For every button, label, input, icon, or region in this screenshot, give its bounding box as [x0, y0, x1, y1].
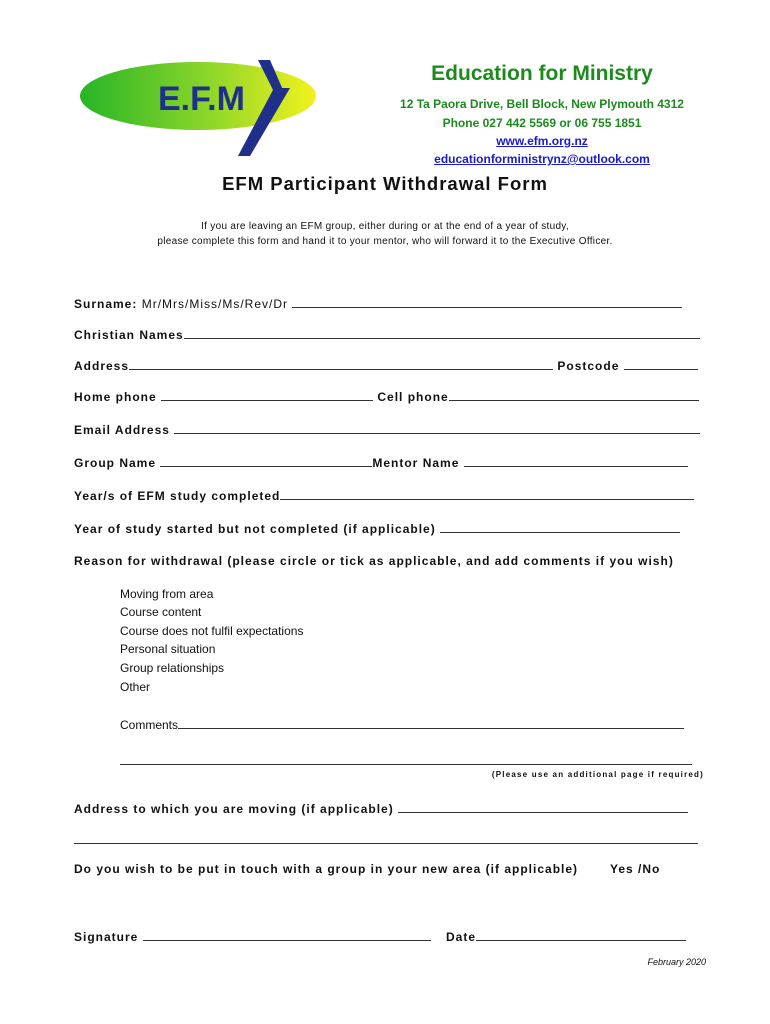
org-website-row: [372, 134, 712, 148]
intro-line-2: please complete this form and hand it to your mentor, who will forward it to the Executive Officer.: [157, 236, 613, 247]
date-label: Date: [446, 930, 477, 944]
logo-text: E.F.M: [158, 80, 245, 118]
year-not-completed-row: [74, 521, 680, 536]
date-line[interactable]: [476, 929, 686, 941]
org-phone: Phone 027 442 5569 or 06 755 1851: [442, 116, 642, 130]
moving-address-row: [74, 801, 688, 816]
surname-line[interactable]: [292, 296, 682, 308]
cell-phone-line[interactable]: [449, 389, 699, 401]
org-email-row: [372, 152, 712, 166]
signature-line[interactable]: [143, 929, 431, 941]
additional-page-note: (Please use an additional page if required): [491, 770, 704, 779]
christian-names-line[interactable]: [184, 327, 700, 339]
reason-option[interactable]: Other: [120, 680, 151, 694]
home-phone-label: Home phone: [74, 390, 157, 404]
year-not-completed-label: Year of study started but not completed (if applicable): [74, 522, 436, 536]
comments-line-1[interactable]: [178, 717, 684, 729]
reason-option[interactable]: Personal situation: [120, 642, 216, 656]
moving-address-line[interactable]: [398, 801, 688, 813]
surname-titles: Mr/Mrs/Miss/Ms/Rev/Dr: [141, 297, 289, 311]
comments-label: Comments: [120, 718, 179, 732]
org-title: Education for Ministry: [431, 62, 653, 85]
email-row: [74, 422, 700, 437]
group-name-label: Group Name: [74, 456, 157, 470]
cell-phone-label: Cell phone: [377, 390, 449, 404]
signature-label: Signature: [74, 930, 139, 944]
years-completed-label: Year/s of EFM study completed: [74, 489, 281, 503]
year-not-completed-line[interactable]: [440, 521, 680, 533]
reason-option[interactable]: Group relationships: [120, 661, 225, 675]
efm-logo: [78, 58, 348, 158]
surname-row: [74, 296, 682, 311]
moving-address-label: Address to which you are moving (if applicable): [74, 802, 394, 816]
signature-row: [74, 929, 431, 944]
home-phone-line[interactable]: [161, 389, 373, 401]
reason-option[interactable]: Course content: [120, 605, 202, 619]
date-row: [446, 929, 686, 944]
comments-row: [120, 717, 684, 732]
org-address: 12 Ta Paora Drive, Bell Block, New Plymouth 4312: [400, 97, 684, 111]
mentor-name-label: Mentor Name: [372, 456, 460, 470]
reason-option[interactable]: Course does not fulfil expectations: [120, 624, 304, 638]
group-row: [74, 455, 688, 470]
comments-line-2[interactable]: [120, 754, 692, 765]
postcode-label: Postcode: [557, 359, 620, 373]
years-completed-line[interactable]: [280, 488, 694, 500]
footer-date: February 2020: [647, 957, 706, 967]
address-label: Address: [74, 359, 130, 373]
yes-no-option[interactable]: Yes /No: [610, 862, 661, 876]
intro-line-1: If you are leaving an EFM group, either during or at the end of a year of study,: [201, 221, 569, 232]
christian-names-row: [74, 327, 700, 342]
reason-option[interactable]: Moving from area: [120, 587, 214, 601]
email-line[interactable]: [174, 422, 700, 434]
org-email-link[interactable]: educationforministrynz@outlook.com: [434, 152, 650, 166]
years-completed-row: [74, 488, 694, 503]
christian-names-label: Christian Names: [74, 328, 184, 342]
group-name-line[interactable]: [160, 455, 372, 467]
mentor-name-line[interactable]: [464, 455, 688, 467]
postcode-line[interactable]: [624, 358, 698, 370]
form-title: EFM Participant Withdrawal Form: [222, 173, 548, 194]
new-group-row: [74, 862, 578, 876]
reason-heading: Reason for withdrawal (please circle or tick as applicable, and add comments if you wish): [74, 554, 674, 568]
address-row: [74, 358, 698, 373]
email-label: Email Address: [74, 423, 170, 437]
surname-label: Surname:: [74, 297, 138, 311]
phone-row: [74, 389, 699, 404]
new-group-question: Do you wish to be put in touch with a group in your new area (if applicable): [74, 862, 579, 876]
efm-logo-graphic: [78, 58, 348, 158]
moving-address-line-2[interactable]: [74, 833, 698, 844]
org-website-link[interactable]: www.efm.org.nz: [496, 134, 588, 148]
address-line[interactable]: [129, 358, 553, 370]
